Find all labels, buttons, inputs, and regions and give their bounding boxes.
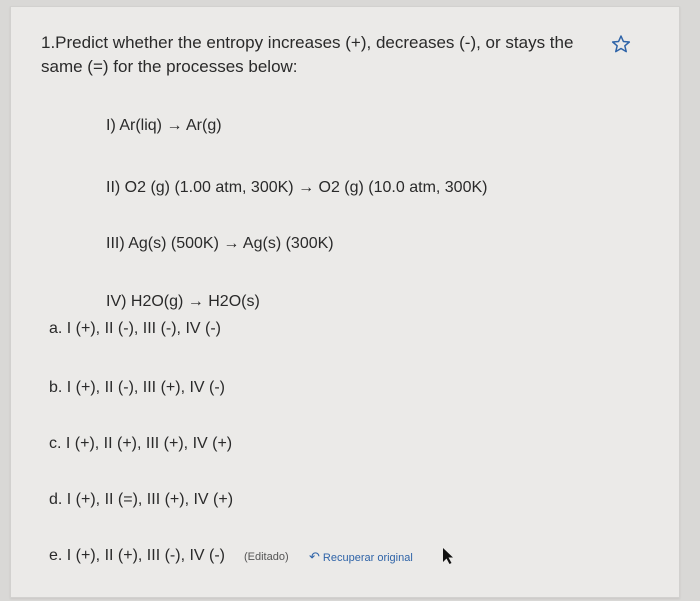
restore-original-link[interactable] <box>309 549 413 565</box>
option-e[interactable]: e. I (+), II (+), III (-), IV (-) <box>49 547 225 564</box>
process-2: II) O2 (g) (1.00 atm, 300K) → O2 (g) (10.0 atm, 300K) <box>106 179 488 196</box>
process-1: I) Ar(liq) → Ar(g) <box>106 117 222 134</box>
option-a[interactable]: a. I (+), II (-), III (-), IV (-) <box>49 320 221 337</box>
undo-arrow-icon: ↶ <box>309 549 320 564</box>
mouse-pointer-icon <box>441 547 455 565</box>
edited-label: (Editado) <box>244 551 289 563</box>
process-3: III) Ag(s) (500K) → Ag(s) (300K) <box>106 235 334 252</box>
question-title: 1.Predict whether the entropy increases (+), decreases (-), or stays the same (=) for the processes below: <box>41 33 574 76</box>
option-b[interactable]: b. I (+), II (-), III (+), IV (-) <box>49 379 225 396</box>
question-card <box>10 6 680 598</box>
restore-original-label: Recuperar original <box>322 552 413 564</box>
option-c[interactable]: c. I (+), II (+), III (+), IV (+) <box>49 435 233 452</box>
star-icon[interactable] <box>611 34 631 54</box>
process-4: IV) H2O(g) → H2O(s) <box>106 293 260 310</box>
option-d[interactable]: d. I (+), II (=), III (+), IV (+) <box>49 491 234 508</box>
